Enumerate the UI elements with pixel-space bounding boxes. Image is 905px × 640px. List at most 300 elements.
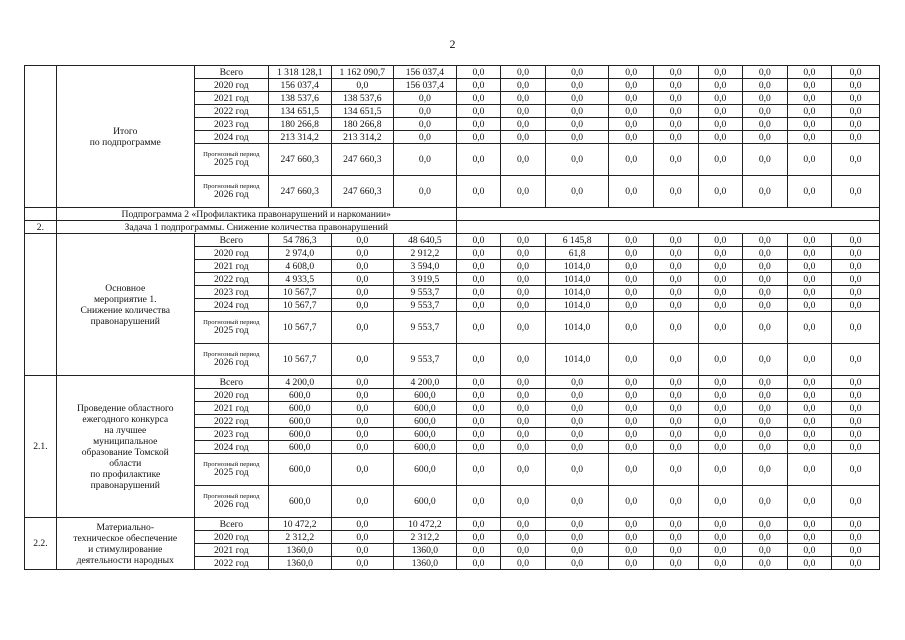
value-cell: 0,0 <box>787 486 832 518</box>
value-cell: 0,0 <box>832 66 880 79</box>
value-cell: 0,0 <box>832 105 880 118</box>
value-cell: 0,0 <box>832 312 880 344</box>
value-cell: 2 312,2 <box>268 531 331 544</box>
value-cell: 0,0 <box>653 415 698 428</box>
value-cell: 0,0 <box>545 544 609 557</box>
value-cell: 0,0 <box>653 105 698 118</box>
value-cell: 600,0 <box>394 454 457 486</box>
value-cell: 0,0 <box>653 247 698 260</box>
value-cell: 3 594,0 <box>394 260 457 273</box>
value-cell: 600,0 <box>268 428 331 441</box>
year-cell: 2022 год <box>194 105 268 118</box>
value-cell: 0,0 <box>787 389 832 402</box>
value-cell: 0,0 <box>787 402 832 415</box>
forecast-label: Прогнозный период <box>203 182 260 190</box>
value-cell: 0,0 <box>456 92 501 105</box>
table-row <box>25 66 880 79</box>
value-cell: 0,0 <box>331 486 394 518</box>
item-number <box>25 66 57 208</box>
value-cell: 0,0 <box>743 299 788 312</box>
item-name-line: Основное <box>105 282 146 294</box>
value-cell: 0,0 <box>501 518 546 531</box>
value-cell: 0,0 <box>787 518 832 531</box>
value-cell: 0,0 <box>743 79 788 92</box>
item-name-line: и стимулирование <box>88 543 163 555</box>
value-cell: 0,0 <box>609 389 654 402</box>
value-cell: 0,0 <box>394 105 457 118</box>
value-cell: 0,0 <box>698 531 743 544</box>
value-cell: 0,0 <box>698 105 743 118</box>
value-cell: 0,0 <box>545 518 609 531</box>
value-cell: 0,0 <box>456 344 501 376</box>
value-cell: 156 037,4 <box>394 79 457 92</box>
value-cell: 0,0 <box>653 273 698 286</box>
section-title: Подпрограмма 2 «Профилактика правонарушений и наркомании» <box>56 208 456 221</box>
value-cell: 0,0 <box>698 544 743 557</box>
year-cell: 2023 год <box>194 286 268 299</box>
value-cell: 0,0 <box>331 344 394 376</box>
value-cell: 0,0 <box>501 247 546 260</box>
value-cell: 0,0 <box>698 486 743 518</box>
value-cell: 0,0 <box>787 286 832 299</box>
value-cell: 180 266,8 <box>331 118 394 131</box>
value-cell: 0,0 <box>653 557 698 570</box>
value-cell: 0,0 <box>653 144 698 176</box>
value-cell: 213 314,2 <box>268 131 331 144</box>
item-name-line: на лучшее <box>104 424 147 436</box>
value-cell: 0,0 <box>501 66 546 79</box>
value-cell: 0,0 <box>609 518 654 531</box>
value-cell: 247 660,3 <box>331 176 394 208</box>
value-cell: 0,0 <box>609 299 654 312</box>
value-cell: 0,0 <box>832 131 880 144</box>
year-cell: 2022 год <box>194 415 268 428</box>
value-cell: 0,0 <box>832 286 880 299</box>
value-cell: 0,0 <box>743 376 788 389</box>
value-cell: 0,0 <box>832 544 880 557</box>
value-cell: 600,0 <box>394 441 457 454</box>
value-cell: 0,0 <box>331 402 394 415</box>
value-cell: 0,0 <box>653 79 698 92</box>
year-cell <box>194 312 268 344</box>
value-cell: 0,0 <box>787 312 832 344</box>
year-cell <box>194 486 268 518</box>
value-cell: 0,0 <box>456 176 501 208</box>
value-cell: 0,0 <box>501 105 546 118</box>
value-cell: 0,0 <box>501 234 546 247</box>
value-cell: 0,0 <box>743 118 788 131</box>
value-cell: 0,0 <box>456 312 501 344</box>
value-cell: 0,0 <box>698 454 743 486</box>
year-label: 2026 год <box>213 357 249 369</box>
year-cell: Всего <box>194 66 268 79</box>
year-cell <box>194 176 268 208</box>
year-cell: 2021 год <box>194 402 268 415</box>
value-cell: 0,0 <box>501 531 546 544</box>
value-cell: 0,0 <box>545 428 609 441</box>
value-cell: 0,0 <box>394 92 457 105</box>
value-cell: 0,0 <box>609 144 654 176</box>
value-cell: 0,0 <box>456 105 501 118</box>
value-cell: 0,0 <box>653 441 698 454</box>
value-cell: 0,0 <box>787 273 832 286</box>
forecast-label: Прогнозный период <box>203 350 260 358</box>
value-cell: 0,0 <box>743 247 788 260</box>
item-name-line: ежегодного конкурса <box>82 413 169 425</box>
value-cell: 0,0 <box>787 376 832 389</box>
value-cell: 0,0 <box>743 531 788 544</box>
value-cell: 0,0 <box>832 376 880 389</box>
value-cell: 0,0 <box>545 415 609 428</box>
value-cell: 0,0 <box>609 273 654 286</box>
value-cell: 600,0 <box>268 415 331 428</box>
value-cell: 600,0 <box>394 428 457 441</box>
value-cell: 0,0 <box>456 260 501 273</box>
value-cell: 0,0 <box>653 118 698 131</box>
value-cell: 0,0 <box>501 344 546 376</box>
value-cell: 10 567,7 <box>268 299 331 312</box>
item-name-line: по подпрограмме <box>89 136 161 148</box>
value-cell: 0,0 <box>331 518 394 531</box>
value-cell: 0,0 <box>609 131 654 144</box>
value-cell: 0,0 <box>698 131 743 144</box>
value-cell: 0,0 <box>743 286 788 299</box>
value-cell: 0,0 <box>698 402 743 415</box>
value-cell: 0,0 <box>501 415 546 428</box>
value-cell: 0,0 <box>545 486 609 518</box>
value-cell: 0,0 <box>609 344 654 376</box>
value-cell: 0,0 <box>698 234 743 247</box>
page-number: 2 <box>449 37 456 51</box>
table-row <box>25 234 880 247</box>
item-name-line: мероприятие 1. <box>93 293 157 305</box>
value-cell: 0,0 <box>501 260 546 273</box>
value-cell: 0,0 <box>698 286 743 299</box>
value-cell: 0,0 <box>331 441 394 454</box>
value-cell: 0,0 <box>653 376 698 389</box>
value-cell: 600,0 <box>394 486 457 518</box>
value-cell: 0,0 <box>698 92 743 105</box>
value-cell: 1014,0 <box>545 286 609 299</box>
value-cell: 0,0 <box>743 441 788 454</box>
value-cell: 0,0 <box>787 247 832 260</box>
value-cell: 2 974,0 <box>268 247 331 260</box>
value-cell: 0,0 <box>832 531 880 544</box>
value-cell: 0,0 <box>456 454 501 486</box>
value-cell: 0,0 <box>609 118 654 131</box>
value-cell: 0,0 <box>545 66 609 79</box>
value-cell: 0,0 <box>456 389 501 402</box>
value-cell: 0,0 <box>653 260 698 273</box>
value-cell: 247 660,3 <box>331 144 394 176</box>
value-cell: 0,0 <box>698 441 743 454</box>
value-cell: 0,0 <box>331 299 394 312</box>
value-cell: 0,0 <box>331 260 394 273</box>
value-cell: 0,0 <box>609 105 654 118</box>
value-cell: 1 162 090,7 <box>331 66 394 79</box>
value-cell: 0,0 <box>609 66 654 79</box>
value-cell: 0,0 <box>787 260 832 273</box>
value-cell: 0,0 <box>609 557 654 570</box>
value-cell: 0,0 <box>609 79 654 92</box>
value-cell: 0,0 <box>653 176 698 208</box>
year-label: 2025 год <box>213 157 249 169</box>
value-cell: 600,0 <box>268 402 331 415</box>
item-name-line: техническое обеспечение <box>73 532 178 544</box>
value-cell: 0,0 <box>456 518 501 531</box>
value-cell: 0,0 <box>545 131 609 144</box>
value-cell: 600,0 <box>268 441 331 454</box>
value-cell: 1360,0 <box>268 557 331 570</box>
value-cell: 0,0 <box>698 344 743 376</box>
item-name <box>56 234 194 376</box>
year-cell <box>194 344 268 376</box>
value-cell: 0,0 <box>331 273 394 286</box>
value-cell: 1014,0 <box>545 273 609 286</box>
value-cell: 600,0 <box>268 486 331 518</box>
value-cell: 0,0 <box>743 105 788 118</box>
value-cell: 61,8 <box>545 247 609 260</box>
value-cell: 0,0 <box>609 92 654 105</box>
value-cell: 0,0 <box>743 344 788 376</box>
value-cell: 0,0 <box>653 544 698 557</box>
value-cell: 0,0 <box>653 518 698 531</box>
value-cell: 0,0 <box>743 557 788 570</box>
item-name-line: по профилактике <box>90 468 161 480</box>
value-cell: 0,0 <box>331 557 394 570</box>
value-cell: 10 567,7 <box>268 312 331 344</box>
value-cell: 4 933,5 <box>268 273 331 286</box>
value-cell: 0,0 <box>743 234 788 247</box>
value-cell: 0,0 <box>456 273 501 286</box>
value-cell: 247 660,3 <box>268 144 331 176</box>
value-cell: 0,0 <box>501 131 546 144</box>
value-cell: 0,0 <box>787 234 832 247</box>
value-cell: 156 037,4 <box>268 79 331 92</box>
value-cell: 0,0 <box>609 376 654 389</box>
value-cell: 0,0 <box>394 144 457 176</box>
value-cell: 0,0 <box>653 389 698 402</box>
value-cell: 0,0 <box>501 286 546 299</box>
value-cell: 0,0 <box>743 428 788 441</box>
item-number: 2.1. <box>25 376 57 518</box>
value-cell: 0,0 <box>787 105 832 118</box>
section-row <box>25 208 880 221</box>
value-cell: 0,0 <box>832 389 880 402</box>
value-cell: 0,0 <box>832 92 880 105</box>
value-cell: 0,0 <box>698 260 743 273</box>
value-cell: 0,0 <box>743 454 788 486</box>
value-cell: 0,0 <box>787 544 832 557</box>
value-cell: 0,0 <box>832 486 880 518</box>
value-cell: 0,0 <box>545 176 609 208</box>
value-cell: 247 660,3 <box>268 176 331 208</box>
value-cell: 0,0 <box>331 286 394 299</box>
value-cell: 0,0 <box>787 92 832 105</box>
value-cell: 0,0 <box>832 234 880 247</box>
value-cell: 0,0 <box>331 389 394 402</box>
section-title: Задача 1 подпрограммы. Снижение количества правонарушений <box>56 221 456 234</box>
value-cell: 0,0 <box>501 144 546 176</box>
value-cell: 138 537,6 <box>331 92 394 105</box>
value-cell: 0,0 <box>653 131 698 144</box>
value-cell: 0,0 <box>787 441 832 454</box>
value-cell: 600,0 <box>394 402 457 415</box>
value-cell: 0,0 <box>743 176 788 208</box>
value-cell: 0,0 <box>743 144 788 176</box>
value-cell: 0,0 <box>698 312 743 344</box>
section-number <box>25 208 57 221</box>
value-cell: 0,0 <box>501 454 546 486</box>
year-cell: 2020 год <box>194 531 268 544</box>
value-cell: 0,0 <box>456 428 501 441</box>
value-cell: 0,0 <box>456 544 501 557</box>
value-cell: 0,0 <box>609 415 654 428</box>
value-cell: 600,0 <box>268 454 331 486</box>
value-cell: 0,0 <box>698 247 743 260</box>
value-cell: 0,0 <box>609 176 654 208</box>
value-cell: 0,0 <box>743 273 788 286</box>
value-cell: 0,0 <box>698 79 743 92</box>
value-cell: 134 651,5 <box>268 105 331 118</box>
item-number: 2.2. <box>25 518 57 570</box>
year-cell: 2021 год <box>194 260 268 273</box>
value-cell: 0,0 <box>832 299 880 312</box>
value-cell: 0,0 <box>653 299 698 312</box>
value-cell: 10 567,7 <box>268 286 331 299</box>
value-cell: 0,0 <box>609 312 654 344</box>
item-name <box>56 66 194 208</box>
value-cell: 0,0 <box>832 402 880 415</box>
value-cell: 0,0 <box>456 415 501 428</box>
section-number: 2. <box>25 221 57 234</box>
year-cell <box>194 454 268 486</box>
value-cell: 0,0 <box>456 79 501 92</box>
value-cell: 0,0 <box>653 234 698 247</box>
value-cell: 0,0 <box>787 428 832 441</box>
section-row <box>25 221 880 234</box>
value-cell: 0,0 <box>832 415 880 428</box>
value-cell: 1360,0 <box>394 544 457 557</box>
value-cell: 10 472,2 <box>268 518 331 531</box>
value-cell: 0,0 <box>456 531 501 544</box>
value-cell: 0,0 <box>545 454 609 486</box>
value-cell: 0,0 <box>394 131 457 144</box>
value-cell: 9 553,7 <box>394 312 457 344</box>
item-name-line: образование Томской <box>81 446 169 458</box>
value-cell: 0,0 <box>698 415 743 428</box>
year-label: 2026 год <box>213 499 249 511</box>
value-cell: 4 608,0 <box>268 260 331 273</box>
value-cell: 0,0 <box>501 486 546 518</box>
value-cell: 0,0 <box>832 144 880 176</box>
value-cell: 0,0 <box>545 402 609 415</box>
value-cell: 0,0 <box>501 544 546 557</box>
value-cell: 0,0 <box>609 286 654 299</box>
value-cell: 48 640,5 <box>394 234 457 247</box>
value-cell: 138 537,6 <box>268 92 331 105</box>
value-cell: 0,0 <box>609 247 654 260</box>
value-cell: 0,0 <box>743 518 788 531</box>
budget-table <box>24 65 880 570</box>
value-cell: 0,0 <box>653 486 698 518</box>
value-cell: 0,0 <box>545 79 609 92</box>
value-cell: 0,0 <box>743 415 788 428</box>
value-cell: 0,0 <box>545 389 609 402</box>
value-cell: 2 912,2 <box>394 247 457 260</box>
value-cell: 1 318 128,1 <box>268 66 331 79</box>
value-cell: 0,0 <box>832 454 880 486</box>
value-cell: 0,0 <box>787 415 832 428</box>
year-cell: 2024 год <box>194 441 268 454</box>
value-cell: 0,0 <box>787 454 832 486</box>
value-cell: 0,0 <box>545 557 609 570</box>
value-cell: 0,0 <box>545 441 609 454</box>
value-cell: 0,0 <box>832 344 880 376</box>
item-name-line: правонарушений <box>90 315 160 327</box>
value-cell: 0,0 <box>456 286 501 299</box>
value-cell: 0,0 <box>456 247 501 260</box>
value-cell: 1014,0 <box>545 299 609 312</box>
value-cell: 0,0 <box>609 531 654 544</box>
value-cell: 213 314,2 <box>331 131 394 144</box>
value-cell: 0,0 <box>456 557 501 570</box>
value-cell: 0,0 <box>545 531 609 544</box>
value-cell: 0,0 <box>331 234 394 247</box>
forecast-label: Прогнозный период <box>203 460 260 468</box>
value-cell: 0,0 <box>609 260 654 273</box>
value-cell: 0,0 <box>501 118 546 131</box>
value-cell: 0,0 <box>653 531 698 544</box>
value-cell: 0,0 <box>501 376 546 389</box>
value-cell: 156 037,4 <box>394 66 457 79</box>
value-cell: 0,0 <box>456 486 501 518</box>
value-cell: 0,0 <box>501 273 546 286</box>
value-cell: 0,0 <box>501 557 546 570</box>
value-cell: 1014,0 <box>545 344 609 376</box>
year-cell: 2024 год <box>194 131 268 144</box>
value-cell: 0,0 <box>743 389 788 402</box>
value-cell: 0,0 <box>456 144 501 176</box>
value-cell: 0,0 <box>698 144 743 176</box>
value-cell: 0,0 <box>545 144 609 176</box>
value-cell: 0,0 <box>743 312 788 344</box>
value-cell: 0,0 <box>787 131 832 144</box>
value-cell: 0,0 <box>832 260 880 273</box>
year-cell: 2022 год <box>194 557 268 570</box>
value-cell: 0,0 <box>501 389 546 402</box>
value-cell: 0,0 <box>787 176 832 208</box>
value-cell: 0,0 <box>698 428 743 441</box>
value-cell: 0,0 <box>609 402 654 415</box>
value-cell: 0,0 <box>787 79 832 92</box>
value-cell: 600,0 <box>394 415 457 428</box>
value-cell: 0,0 <box>501 402 546 415</box>
value-cell: 0,0 <box>456 131 501 144</box>
year-cell: Всего <box>194 376 268 389</box>
value-cell: 0,0 <box>456 402 501 415</box>
value-cell: 0,0 <box>832 176 880 208</box>
year-label: 2025 год <box>213 325 249 337</box>
year-cell: 2021 год <box>194 544 268 557</box>
year-cell: 2021 год <box>194 92 268 105</box>
year-cell: 2022 год <box>194 273 268 286</box>
value-cell: 0,0 <box>653 66 698 79</box>
value-cell: 0,0 <box>698 118 743 131</box>
value-cell: 4 200,0 <box>394 376 457 389</box>
value-cell: 0,0 <box>653 312 698 344</box>
item-name <box>56 518 194 570</box>
